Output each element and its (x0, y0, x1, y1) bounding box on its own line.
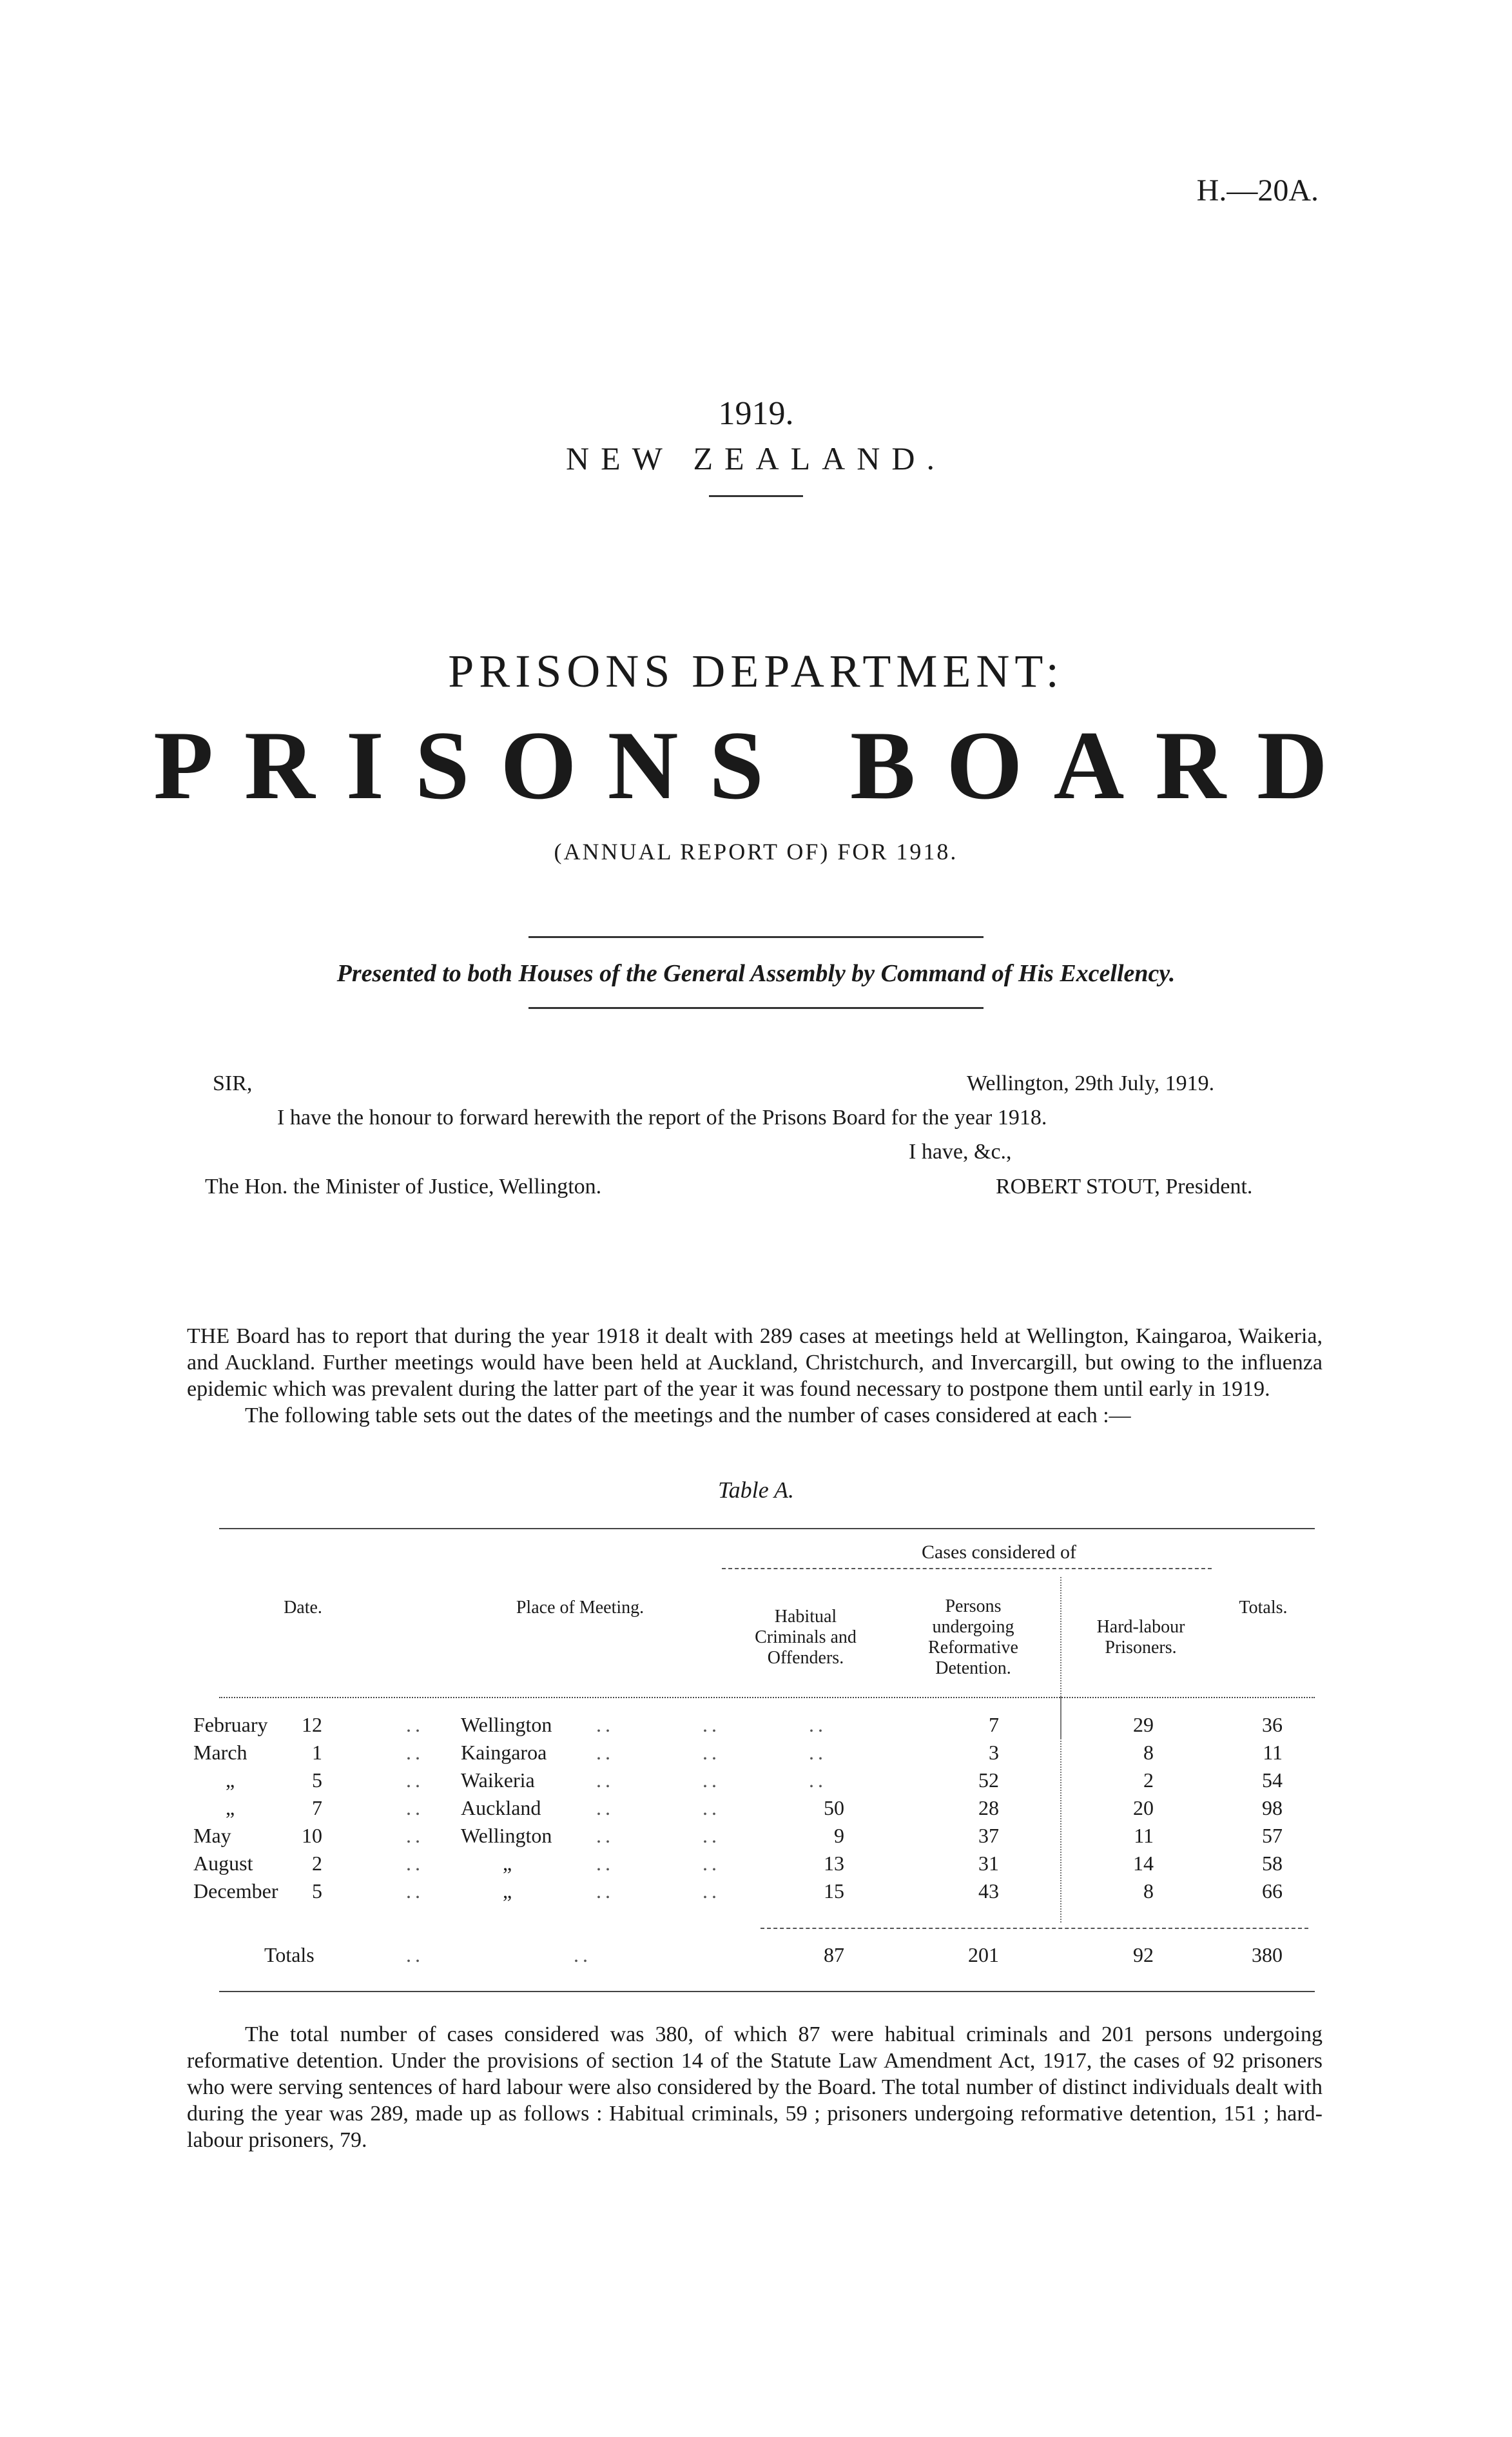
col-header-reformative: Persons undergoing Reformative Detention. (928, 1596, 1018, 1678)
row-reformative: 31 (978, 1852, 999, 1875)
table-title: Table A. (717, 1477, 795, 1503)
row-place: Kaingaroa (461, 1741, 547, 1764)
row-month: February (193, 1713, 268, 1736)
leader-dots: .. (406, 1768, 424, 1792)
leader-dots: .. (406, 1713, 424, 1736)
row-reformative: 43 (978, 1879, 999, 1903)
row-reformative: 52 (978, 1768, 999, 1792)
leader-dots: .. (574, 1943, 592, 1966)
leader-dots: .. (406, 1741, 424, 1764)
letter-closing: I have, &c., (909, 1140, 1012, 1164)
leader-dots: .. (596, 1713, 614, 1736)
row-day: 10 (302, 1824, 322, 1847)
leader-dots: .. (703, 1713, 721, 1736)
row-place: Auckland (461, 1796, 541, 1819)
row-reformative: 7 (989, 1713, 999, 1736)
leader-dots: .. (703, 1879, 721, 1903)
row-habitual (773, 1741, 844, 1764)
leader-dots: .. (703, 1768, 721, 1792)
divider (528, 936, 984, 938)
row-reformative: 28 (978, 1796, 999, 1819)
report-intro (187, 1323, 1323, 1429)
leader-dots: .. (596, 1796, 614, 1819)
leader-dots: .. (809, 1741, 827, 1764)
totals-reformative: 201 (968, 1943, 999, 1966)
row-hard-labour: 11 (1134, 1824, 1154, 1847)
col-header-hard-labour: Hard-labour Prisoners. (1096, 1617, 1185, 1658)
row-habitual: 9 (834, 1824, 844, 1847)
row-month: December (193, 1879, 278, 1903)
row-hard-labour: 20 (1133, 1796, 1154, 1819)
letter-signature: ROBERT STOUT, President. (996, 1175, 1253, 1199)
letter-body: I have the honour to forward herewith the report of the Prisons Board for the year 1918. (277, 1106, 1047, 1130)
report-subtitle: (ANNUAL REPORT OF) FOR 1918. (554, 839, 958, 865)
row-place: Waikeria (461, 1768, 535, 1792)
header-rule (219, 1697, 1315, 1698)
divider (709, 495, 803, 497)
document-year: 1919. (718, 395, 794, 432)
row-day: 5 (312, 1879, 322, 1903)
paragraph: THE Board has to report that during the year 1918 it dealt with 289 cases at meetings held at Wellington, Kaingaroa, Waikeria, and Auckland. Further meetings would have been held at Auckland, Christchurch, and Invercargill, but owing to the influenza epidemic which was prevalent during the latter part of the year it was found necessary to postpone them until early in 1919. (187, 1324, 1323, 1401)
row-total: 11 (1263, 1741, 1283, 1764)
col-header-place: Place of Meeting. (516, 1598, 645, 1618)
row-hard-labour: 2 (1143, 1768, 1154, 1792)
row-habitual: 50 (824, 1796, 844, 1819)
letter-salutation: SIR, (213, 1072, 253, 1095)
row-month: May (193, 1824, 231, 1847)
row-place: „ (503, 1879, 512, 1903)
row-month: August (193, 1852, 253, 1875)
country-title: NEW ZEALAND. (566, 440, 946, 476)
row-habitual (773, 1768, 844, 1792)
col-header-date: Date. (284, 1598, 322, 1618)
letter-addressee: The Hon. the Minister of Justice, Wellington. (205, 1175, 602, 1199)
leader-dots: .. (596, 1741, 614, 1764)
leader-dots: .. (406, 1796, 424, 1819)
totals-total: 380 (1252, 1943, 1283, 1966)
leader-dots: .. (703, 1852, 721, 1875)
row-total: 57 (1262, 1824, 1283, 1847)
table-bottom-rule (219, 1991, 1315, 1992)
row-habitual: 13 (824, 1852, 844, 1875)
row-hard-labour: 14 (1133, 1852, 1154, 1875)
row-day: 1 (312, 1741, 322, 1764)
row-day: 5 (312, 1768, 322, 1792)
leader-dots: .. (703, 1824, 721, 1847)
paragraph: The following table sets out the dates of the meetings and the number of cases considered at each :— (245, 1404, 1131, 1427)
presented-line: Presented to both Houses of the General Assembly by Command of His Excellency. (336, 960, 1176, 987)
leader-dots: .. (596, 1768, 614, 1792)
totals-habitual: 87 (824, 1943, 844, 1966)
leader-dots: .. (703, 1796, 721, 1819)
row-total: 98 (1262, 1796, 1283, 1819)
paragraph: The total number of cases considered was 380, of which 87 were habitual criminals and 201 persons undergoing reformative detention. Under the provisions of section 14 of the Statute Law Amendment Act, 1917, the cases of 92 prisoners who were serving sentences of hard labour were also considered by the Board. The total number of distinct individuals dealt with during the year was 289, made up as follows : Habitual criminals, 59 ; prisoners undergoing reformative detention, 151 ; hard-labour prisoners, 79. (187, 2022, 1323, 2152)
row-total: 66 (1262, 1879, 1283, 1903)
totals-label: Totals (264, 1943, 315, 1966)
group-header-rule (722, 1568, 1212, 1569)
row-month: „ (226, 1796, 235, 1819)
row-habitual: 15 (824, 1879, 844, 1903)
row-hard-labour: 8 (1143, 1879, 1154, 1903)
row-month: March (193, 1741, 247, 1764)
leader-dots: .. (596, 1824, 614, 1847)
row-day: 7 (312, 1796, 322, 1819)
row-hard-labour: 29 (1133, 1713, 1154, 1736)
board-title: PRISONS BOARD (153, 711, 1359, 819)
col-header-totals: Totals. (1239, 1598, 1288, 1618)
page-reference: H.—20A. (1196, 173, 1319, 208)
leader-dots: .. (596, 1852, 614, 1875)
row-reformative: 3 (989, 1741, 999, 1764)
totals-hard-labour: 92 (1133, 1943, 1154, 1966)
table-top-rule (219, 1528, 1315, 1529)
department-title: PRISONS DEPARTMENT: (448, 645, 1064, 697)
leader-dots: .. (406, 1943, 424, 1966)
leader-dots: .. (406, 1824, 424, 1847)
letter-place-date: Wellington, 29th July, 1919. (967, 1072, 1215, 1095)
divider (528, 1007, 984, 1009)
leader-dots: .. (596, 1879, 614, 1903)
row-day: 12 (302, 1713, 322, 1736)
row-place: „ (503, 1852, 512, 1875)
row-total: 54 (1262, 1768, 1283, 1792)
leader-dots: .. (703, 1741, 721, 1764)
leader-dots: .. (809, 1713, 827, 1736)
row-month: „ (226, 1768, 235, 1792)
row-day: 2 (312, 1852, 322, 1875)
col-header-habitual: Habitual Criminals and Offenders. (755, 1607, 857, 1668)
totals-rule (761, 1928, 1308, 1929)
group-header: Cases considered of (922, 1541, 1076, 1563)
row-total: 58 (1262, 1852, 1283, 1875)
row-hard-labour: 8 (1143, 1741, 1154, 1764)
leader-dots: .. (406, 1879, 424, 1903)
row-place: Wellington (461, 1713, 552, 1736)
leader-dots: .. (809, 1768, 827, 1792)
row-place: Wellington (461, 1824, 552, 1847)
row-habitual (773, 1713, 844, 1736)
row-total: 36 (1262, 1713, 1283, 1736)
column-divider (1060, 1697, 1061, 1923)
leader-dots: .. (406, 1852, 424, 1875)
row-reformative: 37 (978, 1824, 999, 1847)
report-summary (187, 2021, 1323, 2153)
